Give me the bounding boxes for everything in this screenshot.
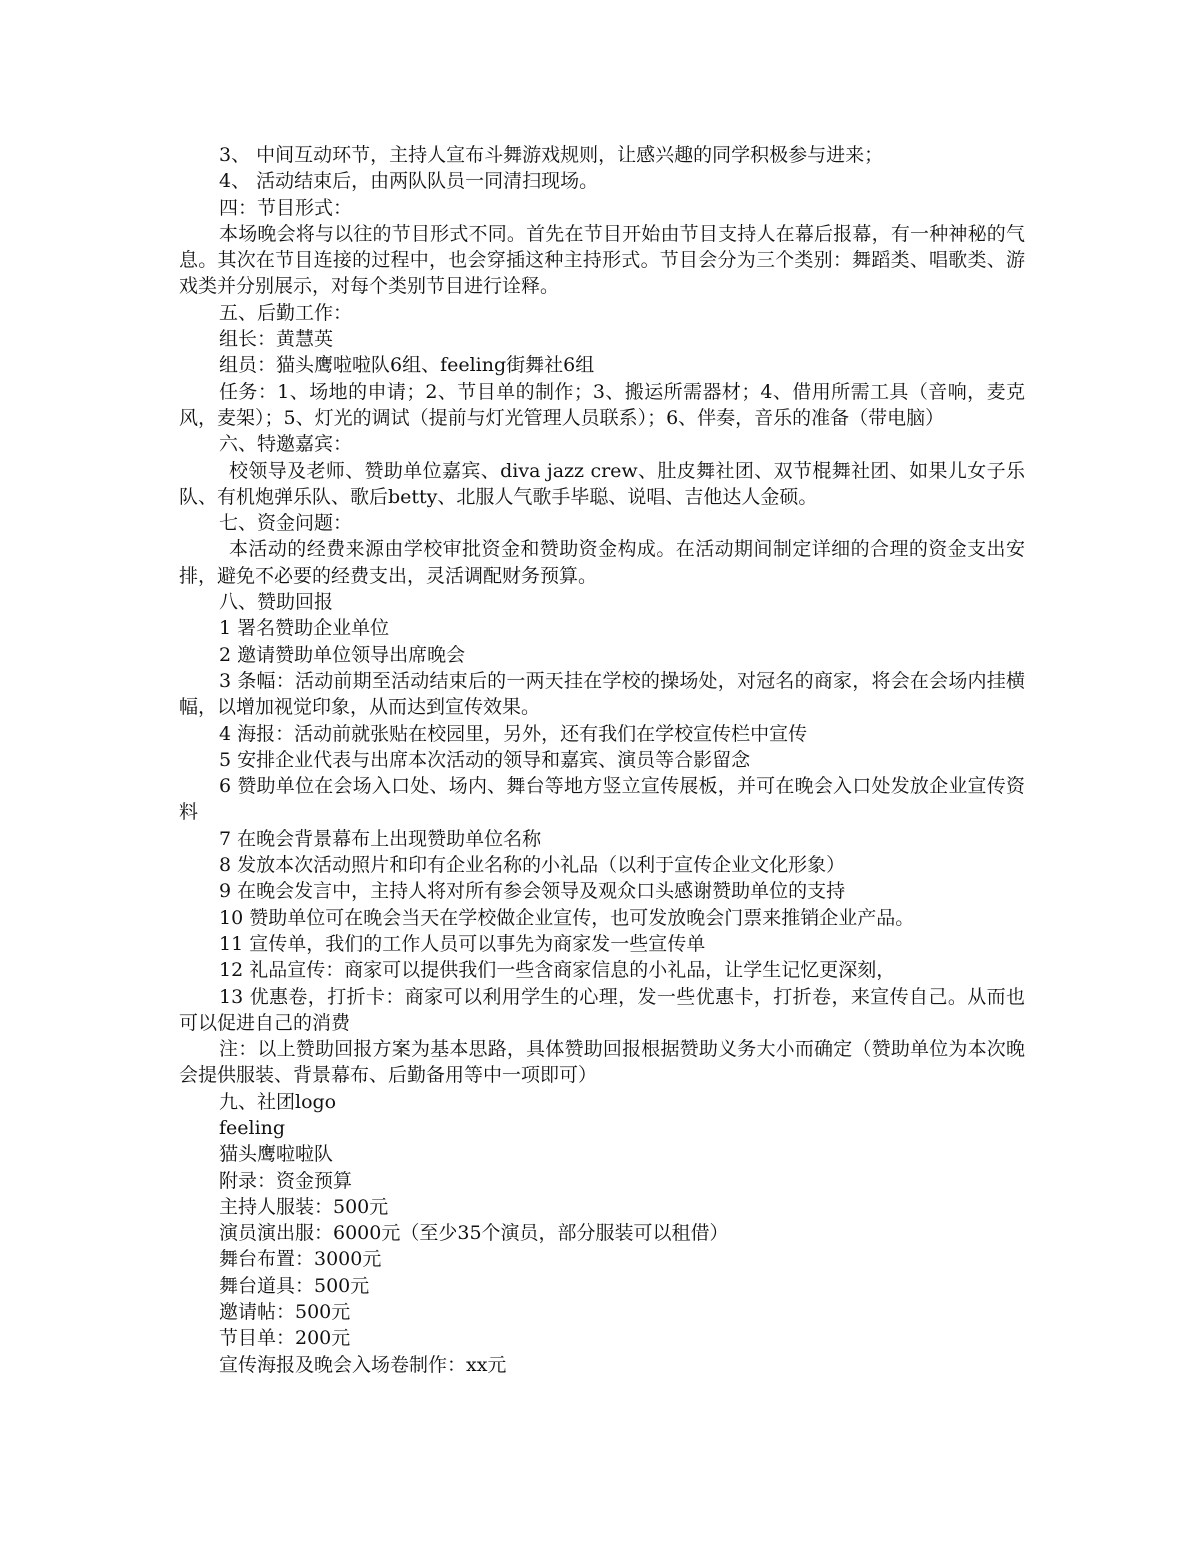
sponsor-item-8: 8 发放本次活动照片和印有企业名称的小礼品（以利于宣传企业文化形象）: [219, 854, 846, 877]
program-format-paragraph: 本场晚会将与以往的节目形式不同。首先在节目开始由节目支持人在幕后报幕，有一种神秘的气息。其次在节目连接的过程中，也会穿插这种主持形式。节目会分为三个类别：舞蹈类、唱歌类、游戏类并分别展示，对每个类别节目进行诠释。: [179, 222, 1025, 298]
logistics-members: 组员：猫头鹰啦啦队6组、feeling街舞社6组: [219, 354, 595, 377]
budget-invitations: 邀请帖：500元: [219, 1301, 351, 1324]
sponsor-item-11: 11 宣传单，我们的工作人员可以事先为商家发一些宣传单: [219, 932, 706, 955]
budget-program-sheet: 节目单：200元: [219, 1327, 351, 1350]
budget-stage-setup: 舞台布置：3000元: [219, 1248, 382, 1271]
sponsor-item-9: 9 在晚会发言中，主持人将对所有参会领导及观众口头感谢赞助单位的支持: [219, 880, 846, 903]
funding-paragraph: 本活动的经费来源由学校审批资金和赞助资金构成。在活动期间制定详细的合理的资金支出安排，避免不必要的经费支出，灵活调配财务预算。: [179, 538, 1025, 587]
sponsor-item-10: 10 赞助单位可在晚会当天在学校做企业宣传，也可发放晚会门票来推销企业产品。: [219, 906, 915, 929]
budget-performer-costume: 演员演出服：6000元（至少35个演员，部分服装可以租借）: [219, 1222, 729, 1245]
sponsor-item-7: 7 在晚会背景幕布上出现赞助单位名称: [219, 827, 542, 850]
logistics-leader: 组长：黄慧英: [219, 328, 334, 351]
sponsor-item-13: 13 优惠卷，打折卡：商家可以利用学生的心理，发一些优惠卡，打折卷，来宣传自己。从而也可以促进自己的消费: [179, 985, 1025, 1034]
appendix-budget-heading: 附录：资金预算: [219, 1169, 353, 1192]
section-heading-sponsor-returns: 八、赞助回报: [219, 591, 334, 614]
budget-stage-props: 舞台道具：500元: [219, 1274, 370, 1297]
sponsor-item-3: 3 条幅：活动前期至活动结束后的一两天挂在学校的操场处，对冠名的商家，将会在会场内挂横幅，以增加视觉印象，从而达到宣传效果。: [179, 669, 1025, 719]
sponsor-item-6: 6 赞助单位在会场入口处、场内、舞台等地方竖立宣传展板，并可在晚会入口处发放企业宣传资料: [179, 775, 1025, 824]
sponsor-item-12: 12 礼品宣传：商家可以提供我们一些含商家信息的小礼品，让学生记忆更深刻，: [219, 959, 896, 982]
guests-paragraph: 校领导及老师、赞助单位嘉宾、diva jazz crew、肚皮舞社团、双节棍舞社团、如果儿女子乐队、有机炮弹乐队、歌后betty、北服人气歌手毕聪、说唱、吉他达人金硕。: [179, 459, 1025, 508]
sponsor-item-1: 1 署名赞助企业单位: [219, 617, 390, 640]
step-3-line: 3、 中间互动环节，主持人宣布斗舞游戏规则，让感兴趣的同学积极参与进来；: [219, 144, 884, 166]
section-heading-logistics: 五、后勤工作：: [219, 301, 353, 324]
document-body: [179, 142, 1025, 1378]
logo-feeling: feeling: [219, 1116, 286, 1139]
section-heading-guests: 六、特邀嘉宾：: [219, 433, 353, 456]
sponsor-item-2: 2 邀请赞助单位领导出席晚会: [219, 643, 466, 666]
sponsor-item-4: 4 海报：活动前就张贴在校园里，另外，还有我们在学校宣传栏中宣传: [219, 722, 808, 745]
section-heading-funding: 七、资金问题：: [219, 512, 353, 535]
budget-host-costume: 主持人服装：500元: [219, 1195, 389, 1218]
logistics-tasks: 任务：1、场地的申请；2、节目单的制作；3、搬运所需器材；4、借用所需工具（音响，麦克风，麦架）；5、灯光的调试（提前与灯光管理人员联系）；6、伴奏，音乐的准备（带电脑）: [179, 380, 1025, 429]
sponsor-item-5: 5 安排企业代表与出席本次活动的领导和嘉宾、演员等合影留念: [219, 748, 751, 771]
section-heading-program-format: 四：节目形式：: [219, 196, 353, 219]
sponsor-note: 注：以上赞助回报方案为基本思路，具体赞助回报根据赞助义务大小而确定（赞助单位为本次晚会提供服装、背景幕布、后勤备用等中一项即可）: [179, 1038, 1025, 1087]
step-4-line: 4、 活动结束后，由两队队员一同清扫现场。: [219, 170, 599, 193]
section-heading-logo: 九、社团logo: [219, 1090, 337, 1113]
budget-posters-tickets: 宣传海报及晚会入场卷制作：xx元: [219, 1353, 507, 1376]
logo-cheer-team: 猫头鹰啦啦队: [219, 1143, 334, 1166]
